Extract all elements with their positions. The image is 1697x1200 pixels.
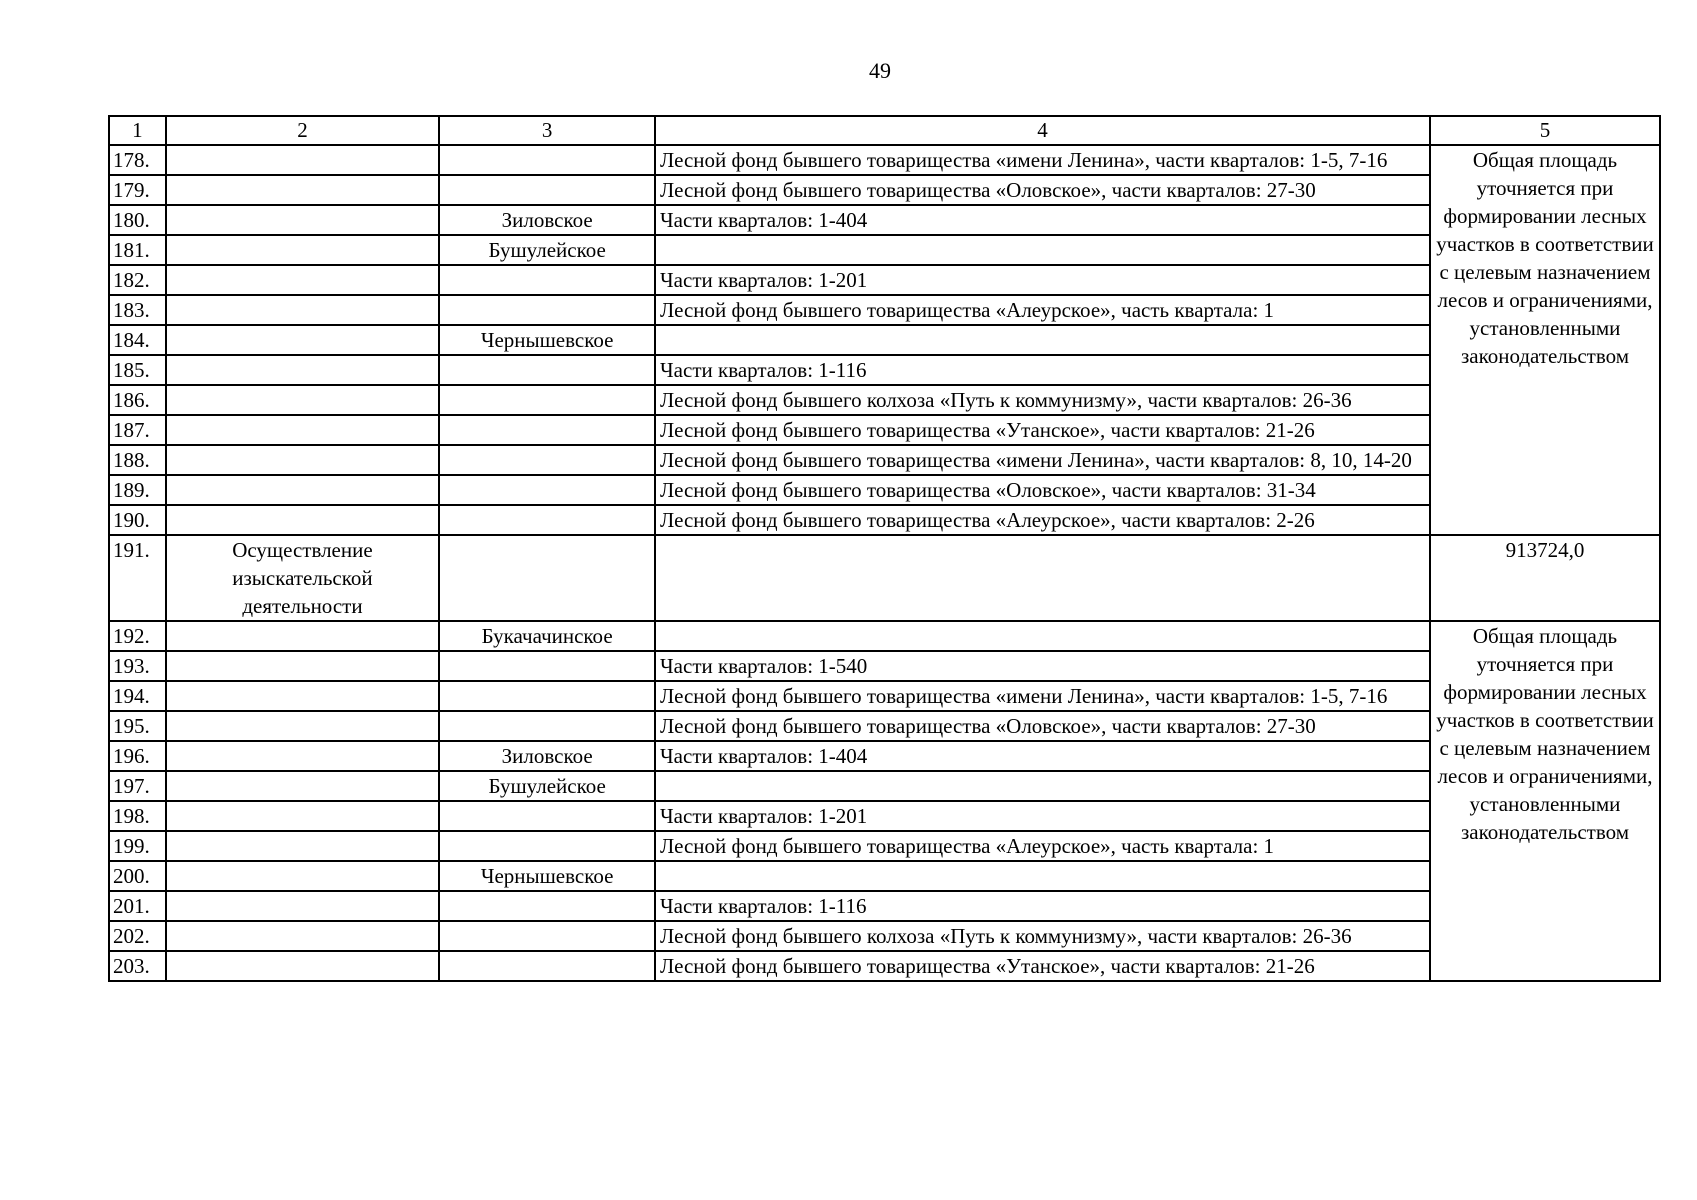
row-number-cell: 185. [109, 355, 166, 385]
row-number-cell: 193. [109, 651, 166, 681]
forestry-cell [439, 891, 655, 921]
table-row [109, 235, 1660, 265]
column-header-5: 5 [1430, 116, 1660, 145]
row-number-cell: 198. [109, 801, 166, 831]
location-cell: Части кварталов: 1-116 [655, 355, 1430, 385]
location-cell [655, 325, 1430, 355]
activity-cell [166, 145, 440, 175]
forestry-cell [439, 175, 655, 205]
location-cell: Части кварталов: 1-116 [655, 891, 1430, 921]
activity-cell [166, 861, 440, 891]
location-cell [655, 235, 1430, 265]
location-cell [655, 621, 1430, 651]
row-number-cell: 196. [109, 741, 166, 771]
location-cell: Части кварталов: 1-201 [655, 265, 1430, 295]
table-row [109, 325, 1660, 355]
activity-cell [166, 355, 440, 385]
row-number-cell: 199. [109, 831, 166, 861]
table-row [109, 355, 1660, 385]
table-row [109, 651, 1660, 681]
forestry-cell [439, 295, 655, 325]
activity-cell [166, 295, 440, 325]
table-row [109, 385, 1660, 415]
table-row [109, 771, 1660, 801]
row-number-cell: 188. [109, 445, 166, 475]
area-note-cell: Общая площадь уточняется при формировании лесных участков в соответствии с целевым назначением лесов и ограничениями, установленными законодательством [1430, 621, 1660, 981]
forestry-cell [439, 951, 655, 981]
row-number-cell: 187. [109, 415, 166, 445]
table-body [109, 145, 1660, 981]
forestry-cell: Чернышевское [439, 325, 655, 355]
activity-cell: Осуществление изыскательской деятельности [166, 535, 440, 621]
forestry-cell [439, 505, 655, 535]
forestry-cell [439, 801, 655, 831]
row-number-cell: 200. [109, 861, 166, 891]
activity-cell [166, 235, 440, 265]
forestry-cell [439, 831, 655, 861]
column-header-3: 3 [439, 116, 655, 145]
table-row [109, 415, 1660, 445]
forestry-cell [439, 145, 655, 175]
row-number-cell: 178. [109, 145, 166, 175]
location-cell: Лесной фонд бывшего товарищества «Оловское», части кварталов: 27-30 [655, 175, 1430, 205]
row-number-cell: 186. [109, 385, 166, 415]
forestry-cell [439, 535, 655, 621]
forestry-cell: Зиловское [439, 741, 655, 771]
activity-cell [166, 681, 440, 711]
table-row [109, 681, 1660, 711]
table-row [109, 801, 1660, 831]
row-number-cell: 182. [109, 265, 166, 295]
location-cell: Лесной фонд бывшего товарищества «Утанское», части кварталов: 21-26 [655, 415, 1430, 445]
row-number-cell: 197. [109, 771, 166, 801]
location-cell: Лесной фонд бывшего товарищества «Алеурское», часть квартала: 1 [655, 831, 1430, 861]
forestry-cell [439, 921, 655, 951]
row-number-cell: 183. [109, 295, 166, 325]
activity-cell [166, 175, 440, 205]
activity-cell [166, 205, 440, 235]
row-number-cell: 194. [109, 681, 166, 711]
location-cell: Лесной фонд бывшего товарищества «имени Ленина», части кварталов: 1-5, 7-16 [655, 145, 1430, 175]
forestry-cell [439, 415, 655, 445]
forestry-cell [439, 445, 655, 475]
forestry-cell [439, 681, 655, 711]
activity-cell [166, 265, 440, 295]
location-cell: Лесной фонд бывшего товарищества «Утанское», части кварталов: 21-26 [655, 951, 1430, 981]
activity-cell [166, 711, 440, 741]
row-number-cell: 189. [109, 475, 166, 505]
column-header-4: 4 [655, 116, 1430, 145]
forestry-cell: Бушулейское [439, 235, 655, 265]
table-row [109, 445, 1660, 475]
row-number-cell: 181. [109, 235, 166, 265]
table-row [109, 621, 1660, 651]
location-cell: Части кварталов: 1-404 [655, 205, 1430, 235]
table-row [109, 861, 1660, 891]
row-number-cell: 180. [109, 205, 166, 235]
area-note-cell: Общая площадь уточняется при формировании лесных участков в соответствии с целевым назначением лесов и ограничениями, установленными законодательством [1430, 145, 1660, 535]
table-row [109, 891, 1660, 921]
location-cell [655, 535, 1430, 621]
forestry-cell [439, 385, 655, 415]
row-number-cell: 202. [109, 921, 166, 951]
table-row [109, 475, 1660, 505]
table-row [109, 505, 1660, 535]
location-cell: Лесной фонд бывшего товарищества «Оловское», части кварталов: 27-30 [655, 711, 1430, 741]
activity-cell [166, 385, 440, 415]
activity-cell [166, 651, 440, 681]
forestry-cell: Бушулейское [439, 771, 655, 801]
location-cell: Части кварталов: 1-201 [655, 801, 1430, 831]
activity-cell [166, 831, 440, 861]
activity-cell [166, 475, 440, 505]
forestry-cell [439, 651, 655, 681]
activity-cell [166, 741, 440, 771]
activity-cell [166, 921, 440, 951]
location-cell: Лесной фонд бывшего колхоза «Путь к коммунизму», части кварталов: 26-36 [655, 385, 1430, 415]
activity-cell [166, 415, 440, 445]
activity-cell [166, 445, 440, 475]
total-area-cell: 913724,0 [1430, 535, 1660, 621]
table-row [109, 831, 1660, 861]
column-header-2: 2 [166, 116, 440, 145]
forestry-cell [439, 355, 655, 385]
forestry-cell [439, 265, 655, 295]
location-cell: Лесной фонд бывшего товарищества «Алеурское», части кварталов: 2-26 [655, 505, 1430, 535]
location-cell [655, 771, 1430, 801]
location-cell: Части кварталов: 1-404 [655, 741, 1430, 771]
location-cell [655, 861, 1430, 891]
table-row [109, 175, 1660, 205]
forest-fund-table [108, 115, 1661, 982]
location-cell: Части кварталов: 1-540 [655, 651, 1430, 681]
row-number-cell: 201. [109, 891, 166, 921]
activity-cell [166, 621, 440, 651]
activity-cell [166, 771, 440, 801]
table-row [109, 205, 1660, 235]
table-row [109, 295, 1660, 325]
header-row [109, 116, 1660, 145]
activity-cell [166, 951, 440, 981]
table-row [109, 741, 1660, 771]
activity-cell [166, 891, 440, 921]
activity-cell [166, 505, 440, 535]
forestry-cell: Букачачинское [439, 621, 655, 651]
row-number-cell: 203. [109, 951, 166, 981]
row-number-cell: 184. [109, 325, 166, 355]
location-cell: Лесной фонд бывшего колхоза «Путь к коммунизму», части кварталов: 26-36 [655, 921, 1430, 951]
row-number-cell: 195. [109, 711, 166, 741]
row-number-cell: 192. [109, 621, 166, 651]
activity-cell [166, 325, 440, 355]
page-number: 49 [869, 58, 891, 83]
row-number-cell: 179. [109, 175, 166, 205]
table-row [109, 145, 1660, 175]
table-row [109, 535, 1660, 621]
location-cell: Лесной фонд бывшего товарищества «имени Ленина», части кварталов: 1-5, 7-16 [655, 681, 1430, 711]
table-row [109, 921, 1660, 951]
location-cell: Лесной фонд бывшего товарищества «имени Ленина», части кварталов: 8, 10, 14-20 [655, 445, 1430, 475]
column-header-1: 1 [109, 116, 166, 145]
forestry-cell: Чернышевское [439, 861, 655, 891]
row-number-cell: 191. [109, 535, 166, 621]
row-number-cell: 190. [109, 505, 166, 535]
location-cell: Лесной фонд бывшего товарищества «Алеурское», часть квартала: 1 [655, 295, 1430, 325]
forestry-cell: Зиловское [439, 205, 655, 235]
forestry-cell [439, 475, 655, 505]
table-row [109, 711, 1660, 741]
activity-cell [166, 801, 440, 831]
forestry-cell [439, 711, 655, 741]
location-cell: Лесной фонд бывшего товарищества «Оловское», части кварталов: 31-34 [655, 475, 1430, 505]
table-row [109, 265, 1660, 295]
table-row [109, 951, 1660, 981]
